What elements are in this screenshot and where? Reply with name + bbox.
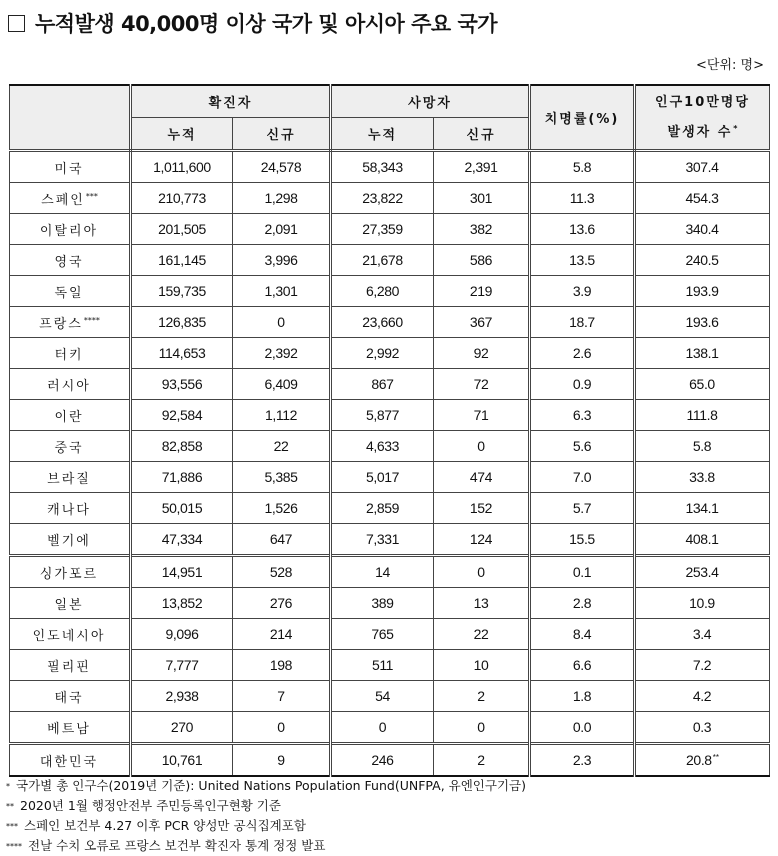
country-name: 프랑스**** (10, 307, 131, 338)
deaths-cumulative: 58,343 (331, 151, 434, 183)
confirmed-new: 2,392 (233, 338, 331, 369)
confirmed-cumulative-header: 누적 (131, 118, 233, 151)
deaths-cumulative: 5,017 (331, 462, 434, 493)
footnote-3: *** 스페인 보건부 4.27 이후 PCR 양성만 공식집계포함 (6, 818, 306, 833)
country-name: 이란 (10, 400, 131, 431)
deaths-cumulative: 23,822 (331, 183, 434, 214)
country-name: 러시아 (10, 369, 131, 400)
table-row (10, 524, 770, 556)
confirmed-cumulative: 14,951 (131, 556, 233, 588)
fatality-rate: 8.4 (530, 619, 635, 650)
confirmed-new: 1,112 (233, 400, 331, 431)
table-row (10, 712, 770, 744)
fatality-rate: 6.3 (530, 400, 635, 431)
fatality-rate: 2.3 (530, 744, 635, 777)
confirmed-cumulative: 1,011,600 (131, 151, 233, 183)
table-row (10, 462, 770, 493)
deaths-new: 22 (434, 619, 530, 650)
deaths-new: 0 (434, 712, 530, 744)
per100k-value: 3.4 (635, 619, 770, 650)
deaths-cumulative: 14 (331, 556, 434, 588)
table-row (10, 493, 770, 524)
per100k-header-line2: 발생자 수* (667, 123, 738, 140)
table-row (10, 556, 770, 588)
confirmed-cumulative: 7,777 (131, 650, 233, 681)
table-body (10, 151, 770, 777)
table-row (10, 744, 770, 777)
deaths-new: 124 (434, 524, 530, 556)
confirmed-new: 198 (233, 650, 331, 681)
deaths-new: 10 (434, 650, 530, 681)
confirmed-cumulative: 13,852 (131, 588, 233, 619)
confirmed-cumulative: 10,761 (131, 744, 233, 777)
per100k-header-line1: 인구10만명당 (655, 94, 750, 110)
deaths-new: 586 (434, 245, 530, 276)
deaths-new: 71 (434, 400, 530, 431)
deaths-cumulative: 6,280 (331, 276, 434, 307)
country-name: 베트남 (10, 712, 131, 744)
country-name: 이탈리아 (10, 214, 131, 245)
deaths-new: 2 (434, 744, 530, 777)
confirmed-cumulative: 270 (131, 712, 233, 744)
confirmed-new: 0 (233, 307, 331, 338)
country-name: 필리핀 (10, 650, 131, 681)
per100k-value: 65.0 (635, 369, 770, 400)
confirmed-new: 6,409 (233, 369, 331, 400)
country-name: 터키 (10, 338, 131, 369)
per100k-value: 193.9 (635, 276, 770, 307)
fatality-rate: 2.6 (530, 338, 635, 369)
deaths-new: 0 (434, 556, 530, 588)
deaths-cumulative: 2,992 (331, 338, 434, 369)
country-name: 미국 (10, 151, 131, 183)
per100k-value: 408.1 (635, 524, 770, 556)
table-row (10, 307, 770, 338)
per100k-value: 138.1 (635, 338, 770, 369)
confirmed-cumulative: 92,584 (131, 400, 233, 431)
deaths-new: 2 (434, 681, 530, 712)
country-name: 대한민국 (10, 744, 131, 777)
confirmed-new: 24,578 (233, 151, 331, 183)
fatality-rate: 7.0 (530, 462, 635, 493)
table-row (10, 245, 770, 276)
table-row (10, 619, 770, 650)
per100k-value: 134.1 (635, 493, 770, 524)
deaths-new: 72 (434, 369, 530, 400)
country-name: 영국 (10, 245, 131, 276)
confirmed-new: 214 (233, 619, 331, 650)
per100k-value: 4.2 (635, 681, 770, 712)
per100k-value: 33.8 (635, 462, 770, 493)
deaths-header: 사망자 (331, 85, 530, 118)
footnote-2: ** 2020년 1월 행정안전부 주민등록인구현황 기준 (6, 798, 281, 813)
deaths-cumulative: 27,359 (331, 214, 434, 245)
deaths-cumulative: 5,877 (331, 400, 434, 431)
country-name: 태국 (10, 681, 131, 712)
confirmed-new: 3,996 (233, 245, 331, 276)
checkbox-square-icon (8, 15, 25, 32)
fatality-rate: 0.1 (530, 556, 635, 588)
table-row (10, 369, 770, 400)
per100k-value: 240.5 (635, 245, 770, 276)
deaths-new: 382 (434, 214, 530, 245)
per100k-value: 253.4 (635, 556, 770, 588)
fatality-rate: 0.0 (530, 712, 635, 744)
confirmed-new: 2,091 (233, 214, 331, 245)
deaths-new: 0 (434, 431, 530, 462)
deaths-cumulative: 54 (331, 681, 434, 712)
confirmed-cumulative: 159,735 (131, 276, 233, 307)
fatality-rate: 3.9 (530, 276, 635, 307)
deaths-cumulative: 23,660 (331, 307, 434, 338)
confirmed-cumulative: 9,096 (131, 619, 233, 650)
country-name: 싱가포르 (10, 556, 131, 588)
fatality-rate: 1.8 (530, 681, 635, 712)
deaths-new: 2,391 (434, 151, 530, 183)
fatality-rate: 5.8 (530, 151, 635, 183)
country-name: 일본 (10, 588, 131, 619)
table-row (10, 276, 770, 307)
per100k-value: 193.6 (635, 307, 770, 338)
confirmed-new: 9 (233, 744, 331, 777)
footnote-1: * 국가별 총 인구수(2019년 기준): United Nations Population Fund(UNFPA, 유엔인구기금) (6, 778, 526, 793)
deaths-new: 219 (434, 276, 530, 307)
confirmed-header: 확진자 (131, 85, 331, 118)
table-row (10, 151, 770, 183)
confirmed-new: 22 (233, 431, 331, 462)
table-row (10, 588, 770, 619)
confirmed-cumulative: 161,145 (131, 245, 233, 276)
table-row (10, 431, 770, 462)
title-text: 누적발생 40,000명 이상 국가 및 아시아 주요 국가 (35, 12, 498, 36)
deaths-cumulative: 765 (331, 619, 434, 650)
per100k-value: 111.8 (635, 400, 770, 431)
table-row (10, 681, 770, 712)
country-header (10, 85, 131, 151)
deaths-new: 367 (434, 307, 530, 338)
deaths-new: 152 (434, 493, 530, 524)
fatality-rate: 5.7 (530, 493, 635, 524)
country-name: 브라질 (10, 462, 131, 493)
footnote-4: **** 전날 수치 오류로 프랑스 보건부 확진자 통계 정정 발표 (6, 838, 326, 853)
country-name: 스페인*** (10, 183, 131, 214)
unit-label: <단위: 명> (696, 58, 764, 73)
fatality-rate: 0.9 (530, 369, 635, 400)
fatality-rate: 2.8 (530, 588, 635, 619)
confirmed-new: 7 (233, 681, 331, 712)
confirmed-new: 528 (233, 556, 331, 588)
country-name: 벨기에 (10, 524, 131, 556)
table-row (10, 338, 770, 369)
per100k-value: 307.4 (635, 151, 770, 183)
fatality-header: 치명률(%) (530, 85, 635, 151)
covid-stats-table (9, 84, 770, 777)
per100k-header (635, 85, 770, 151)
per100k-value: 340.4 (635, 214, 770, 245)
deaths-cumulative: 21,678 (331, 245, 434, 276)
confirmed-new: 1,301 (233, 276, 331, 307)
per100k-value: 7.2 (635, 650, 770, 681)
confirmed-cumulative: 50,015 (131, 493, 233, 524)
table-row (10, 400, 770, 431)
fatality-rate: 5.6 (530, 431, 635, 462)
deaths-cumulative: 4,633 (331, 431, 434, 462)
page-title (8, 8, 497, 38)
confirmed-cumulative: 201,505 (131, 214, 233, 245)
footnotes (6, 776, 526, 856)
deaths-new: 474 (434, 462, 530, 493)
confirmed-cumulative: 114,653 (131, 338, 233, 369)
confirmed-new-header: 신규 (233, 118, 331, 151)
confirmed-cumulative: 82,858 (131, 431, 233, 462)
deaths-new: 301 (434, 183, 530, 214)
fatality-rate: 15.5 (530, 524, 635, 556)
deaths-new-header: 신규 (434, 118, 530, 151)
deaths-cumulative-header: 누적 (331, 118, 434, 151)
deaths-new: 92 (434, 338, 530, 369)
country-name: 중국 (10, 431, 131, 462)
confirmed-new: 1,526 (233, 493, 331, 524)
confirmed-cumulative: 210,773 (131, 183, 233, 214)
fatality-rate: 13.6 (530, 214, 635, 245)
deaths-cumulative: 246 (331, 744, 434, 777)
confirmed-new: 647 (233, 524, 331, 556)
fatality-rate: 18.7 (530, 307, 635, 338)
confirmed-new: 276 (233, 588, 331, 619)
deaths-cumulative: 7,331 (331, 524, 434, 556)
deaths-cumulative: 867 (331, 369, 434, 400)
deaths-cumulative: 2,859 (331, 493, 434, 524)
confirmed-cumulative: 2,938 (131, 681, 233, 712)
per100k-header-mark: * (733, 123, 738, 133)
confirmed-new: 5,385 (233, 462, 331, 493)
country-name: 인도네시아 (10, 619, 131, 650)
table-row (10, 214, 770, 245)
country-name: 독일 (10, 276, 131, 307)
deaths-new: 13 (434, 588, 530, 619)
per100k-value: 20.8** (635, 744, 770, 777)
table-row (10, 650, 770, 681)
table-row (10, 183, 770, 214)
confirmed-new: 1,298 (233, 183, 331, 214)
confirmed-cumulative: 93,556 (131, 369, 233, 400)
confirmed-cumulative: 47,334 (131, 524, 233, 556)
per100k-value: 454.3 (635, 183, 770, 214)
fatality-rate: 13.5 (530, 245, 635, 276)
deaths-cumulative: 0 (331, 712, 434, 744)
per100k-value: 0.3 (635, 712, 770, 744)
country-name: 캐나다 (10, 493, 131, 524)
confirmed-cumulative: 126,835 (131, 307, 233, 338)
fatality-rate: 6.6 (530, 650, 635, 681)
per100k-value: 10.9 (635, 588, 770, 619)
fatality-rate: 11.3 (530, 183, 635, 214)
confirmed-new: 0 (233, 712, 331, 744)
deaths-cumulative: 511 (331, 650, 434, 681)
deaths-cumulative: 389 (331, 588, 434, 619)
per100k-value: 5.8 (635, 431, 770, 462)
confirmed-cumulative: 71,886 (131, 462, 233, 493)
